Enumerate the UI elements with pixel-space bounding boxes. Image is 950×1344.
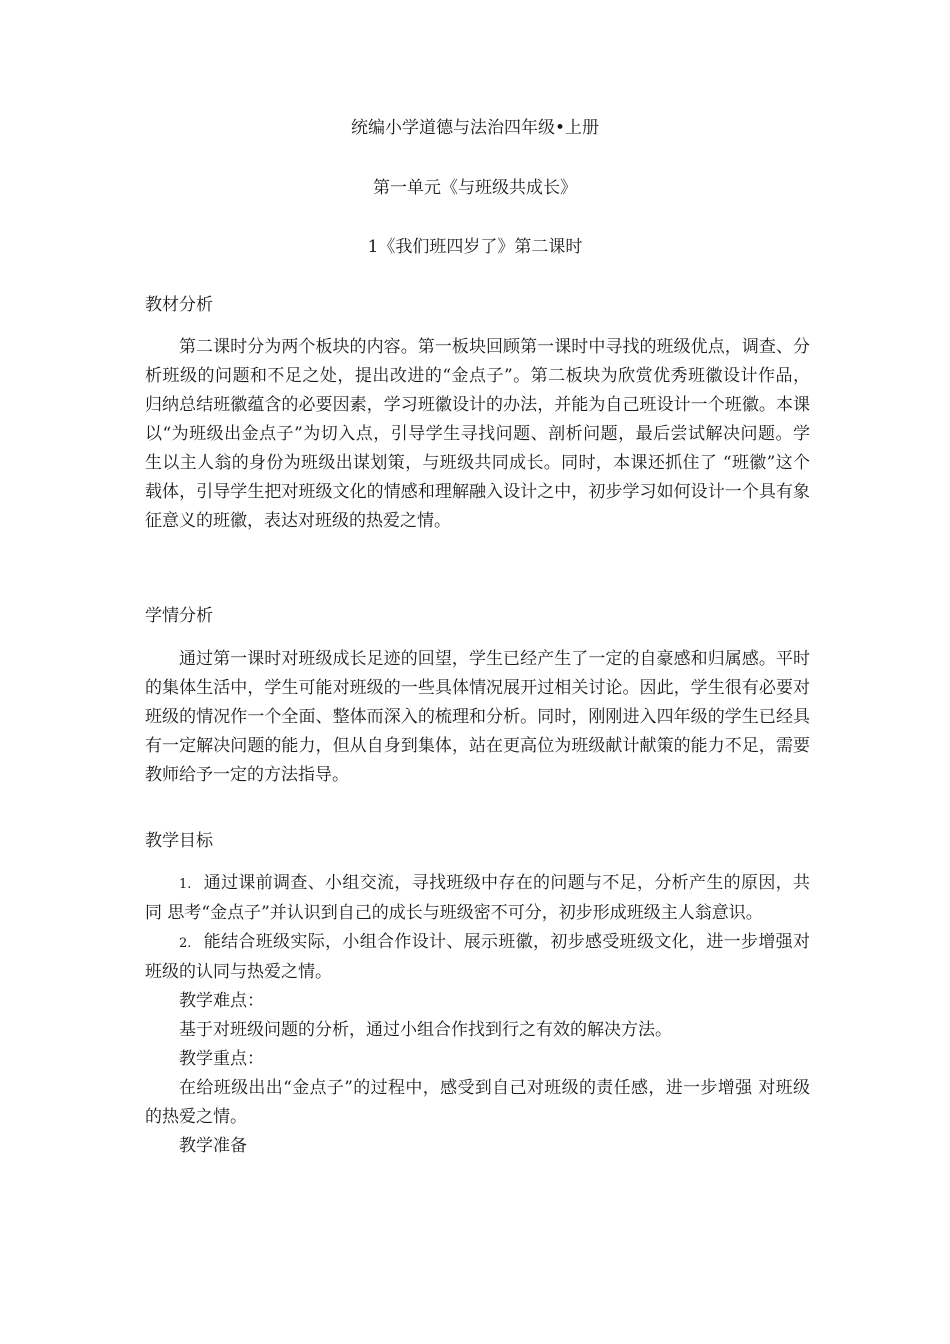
focus-text: 在给班级出出“金点子”的过程中，感受到自己对班级的责任感，进一步增强 对班级的热爱之情。 <box>145 1078 810 1127</box>
difficulty-label: 教学难点： <box>179 991 264 1011</box>
document-title: 统编小学道德与法治四年级•上册 <box>350 118 600 138</box>
material-analysis-text: 第二课时分为两个板块的内容。第一板块回顾第一课时中寻找的班级优点，调查、分 析班级的问题和不足之处，提出改进的“金点子”。第二板块为欣赏优秀班徽设计作品， 归纳总结班徽蕴含的必要因素，学习班徽设计的办法，并能为自己班设计一个班徽。本课以“为班级出金点子”为切入点，引导学生寻找问题、剖析问题，最后尝试解决问题。学 生以主人翁的身份为班级出谋划策，与班级共同成长。同时，本课还抓住了 “班徽”这个 载体，引导学生把对班级文化的情感和理解融入设计之中，初步学习如何设计一个具有象 征意义的班徽，表达对班级的热爱之情。 <box>145 337 810 531</box>
difficulty-text: 基于对班级问题的分析，通过小组合作找到行之有效的解决方法。 <box>179 1020 672 1040</box>
goal-item-2 <box>145 928 810 987</box>
teaching-goals-block <box>145 869 810 1161</box>
material-analysis-heading: 教材分析 <box>145 295 213 315</box>
preparation-label: 教学准备 <box>179 1136 247 1156</box>
goal-item-1 <box>145 869 810 928</box>
learning-analysis-heading: 学情分析 <box>145 606 213 626</box>
goal-number: 1. <box>179 877 192 892</box>
teaching-goals-heading: 教学目标 <box>145 831 213 851</box>
goal-text: 通过课前调查、小组交流，寻找班级中存在的问题与不足，分析产生的原因，共同 思考“金点子”并认识到自己的成长与班级密不可分，初步形成班级主人翁意识。 <box>145 873 810 923</box>
goal-number: 2. <box>179 936 192 951</box>
focus-label: 教学重点： <box>179 1049 264 1069</box>
goal-text: 能结合班级实际，小组合作设计、展示班徽，初步感受班级文化，进一步增强对班级的认同与热爱之情。 <box>145 932 810 982</box>
lesson-title: 1《我们班四岁了》第二课时 <box>367 237 583 257</box>
unit-title: 第一单元《与班级共成长》 <box>373 178 577 198</box>
learning-analysis-text: 通过第一课时对班级成长足迹的回望，学生已经产生了一定的自豪感和归属感。平时 的集体生活中，学生可能对班级的一些具体情况展开过相关讨论。因此，学生很有必要对 班级的情况作一个全面、整体而深入的梳理和分析。同时，刚刚进入四年级的学生已经具 有一定解决问题的能力，但从自身到集体，站在更高位为班级献计献策的能力不足，需要 教师给予一定的方法指导。 <box>145 649 810 785</box>
